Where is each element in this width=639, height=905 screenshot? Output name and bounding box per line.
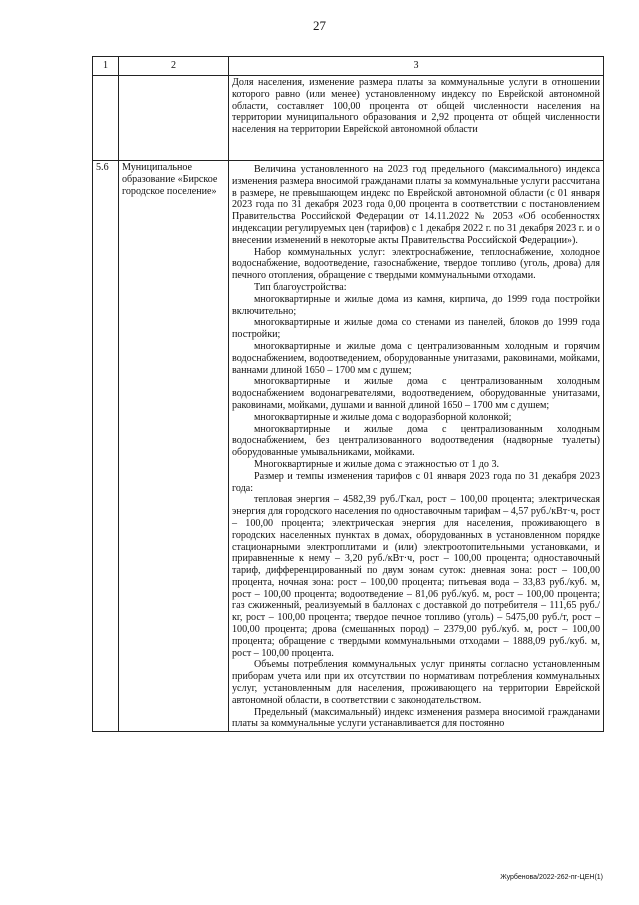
list-item-water-heater-houses: многоквартирные и жилые дома с централизованным холодным водоснабжением водонагревателями, водоотведением, оборудованные унитазами, раковинами, мойками, душами и ванной длиной 1650 – 1700 мм с душем; [232,376,600,411]
continued-row-municipality [119,76,229,161]
header-col-3: 3 [229,57,604,76]
tariff-table [92,56,604,732]
continued-row-text [229,76,604,161]
list-item-hot-water-houses: многоквартирные и жилые дома с централизованным холодным и горячим водоснабжением, водоотведением, оборудованные унитазами, раковинами, мойками, ваннами длиной 1650 – 1700 мм с душем; [232,340,600,376]
paragraph-consumption-volumes: Объемы потребления коммунальных услуг приняты согласно установленным приборам учета или при их отсутствии по нормативам потребления коммунальных услуг, установленным для населения, проживающего на территории Еврейской автономной области, в соответствии с законодательством. [232,659,600,706]
continued-row-num [93,76,119,161]
header-col-1: 1 [93,57,119,76]
page-number: 27 [313,18,326,33]
paragraph-tariff-heading: Размер и темпы изменения тарифов с 01 января 2023 года по 31 декабря 2023 года: [232,470,600,494]
municipality-name: Муниципальное образование «Бирское городское поселение» [119,161,229,732]
header-col-2: 2 [119,57,229,76]
table-header-row [93,57,604,76]
paragraph-max-index: Предельный (максимальный) индекс изменения размера вносимой гражданами платы за коммунальные услуги устанавливается для постоянно [232,706,600,730]
table-row-5-6 [93,161,604,732]
row-description [229,161,604,732]
row-number: 5.6 [93,161,119,732]
paragraph-improvement-type: Тип благоустройства: [254,281,347,293]
continued-row [93,76,604,161]
list-item-panel-houses: многоквартирные и жилые дома со стенами из панелей, блоков до 1999 года постройки; [232,317,600,341]
document-reference-footer: Журбенова/2022-262-пг-ЦЕН(1) [500,874,603,881]
list-item-outdoor-toilet-houses: многоквартирные и жилые дома с централизованным холодным водоснабжением, без централизованного водоотведения (надворные туалеты) оборудованные умывальниками, мойками. [232,423,600,459]
list-item-water-pump-houses: многоквартирные и жилые дома с водоразборной колонкой; [254,411,512,423]
population-share-paragraph: Доля населения, изменение размера платы за коммунальные услуги в отношении которого равно (или менее) установленному индексу по Еврейской автономной области, составляет 100,00 процента от общей численности населения на территории муниципального образования и 2,92 процента от общей численности населения на территории Еврейской автономной области [232,77,600,136]
paragraph-tariff-values: тепловая энергия – 4582,39 руб./Гкал, рост – 100,00 процента; электрическая энергия для городского населения по одноставочным тарифам – 4,57 руб./кВт·ч, рост – 100,00 процента; электрическая энергия для населения, проживающего в городских населенных пунктах в домах, оборудованных в установленном порядке стационарными электроплитами и (или) электроотопительными установками, и приравненные к нему – 3,20 руб./кВт·ч, рост – 100,00 процента; одноставочный тариф, дифференцированный по двум зонам суток: дневная зона: рост – 100,00 процента, ночная зона: рост – 100,00 процента; питьевая вода – 33,83 руб./куб. м, рост – 100,00 процента; водоотведение – 81,06 руб./куб. м, рост – 100,00 процента; газ сжиженный, реализуемый в баллонах с доставкой до потребителя – 111,65 руб./кг, рост – 100,00 процента; твердое печное топливо (уголь) – 5475,00 руб./т, рост – 100,00 процента; дрова (смешанных пород) – 2379,00 руб./куб. м, рост – 100,00 процента; обращение с твердыми коммунальными отходами – 1888,09 руб./куб. м, рост – 100,00 процента. [232,494,600,659]
paragraph-utility-set: Набор коммунальных услуг: электроснабжение, теплоснабжение, холодное водоснабжение, водоотведение, газоснабжение, твердое топливо (уголь, дрова) для печного отопления, обращение с твердыми коммунальными отходами. [232,246,600,282]
list-item-stone-houses: многоквартирные и жилые дома из камня, кирпича, до 1999 года постройки включительно; [232,293,600,317]
paragraph-storeys: Многоквартирные и жилые дома с этажностью от 1 до 3. [254,458,500,470]
paragraph-index-value: Величина установленного на 2023 год предельного (максимального) индекса изменения размера вносимой гражданами платы за коммунальные услуги рассчитана в размере, не превышающем индекс по Еврейской автономной области (с 01 января 2023 года по 31 декабря 2023 года 0,00 процента в соответствии с постановлением Правительства Российской Федерации от 14.11.2022 № 2053 «Об особенностях индексации регулируемых цен (тарифов) с 1 декабря 2022 г. по 31 декабря 2023 г. и о внесении изменений в некоторые акты Правительства Российской Федерации»). [232,164,600,246]
